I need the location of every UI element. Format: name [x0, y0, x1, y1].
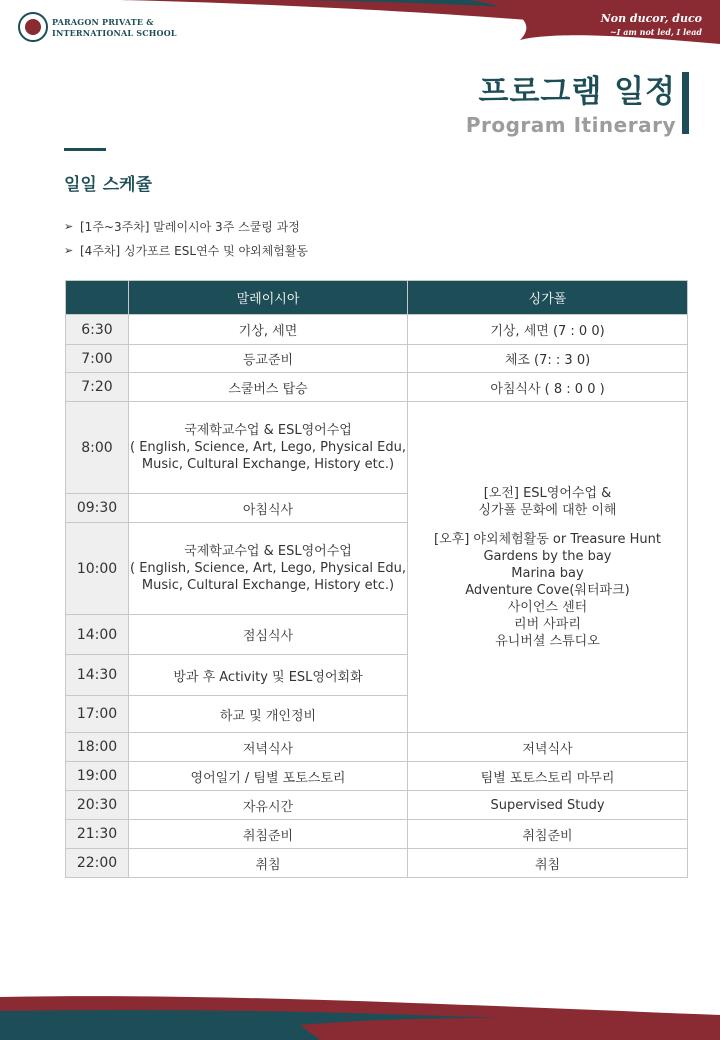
- class-subjects-line1: ( English, Science, Art, Lego, Physical Edu,: [129, 561, 406, 576]
- motto-text: Non ducor, duco: [600, 12, 702, 25]
- time-cell: 7:00: [66, 345, 129, 373]
- malaysia-cell: [129, 523, 408, 615]
- malaysia-cell: 취침준비: [129, 820, 408, 849]
- malaysia-cell: 하교 및 개인정비: [129, 696, 408, 733]
- table-row: [66, 315, 688, 345]
- table-row: [66, 345, 688, 373]
- singapore-cell: 취침: [408, 849, 688, 878]
- class-subjects-line2: Music, Cultural Exchange, History etc.): [141, 578, 395, 593]
- destination-item: Adventure Cove(워터파크): [465, 582, 630, 598]
- school-name: [52, 17, 177, 39]
- singapore-cell: 체조 (7: : 3 0): [408, 345, 688, 373]
- malaysia-cell: 등교준비: [129, 345, 408, 373]
- table-row: [66, 791, 688, 820]
- page-title-english: Program Itinerary: [465, 113, 676, 137]
- table-row: [66, 820, 688, 849]
- destination-item: 유니버셜 스튜디오: [495, 633, 600, 649]
- malaysia-cell: 저녁식사: [129, 733, 408, 762]
- header-malaysia: 말레이시아: [129, 281, 408, 315]
- table-row: [66, 402, 688, 494]
- afternoon-program: [오후] 야외체험활동 or Treasure Hunt: [434, 531, 661, 547]
- singapore-cell: 저녁식사: [408, 733, 688, 762]
- table-header-row: [66, 281, 688, 315]
- arrow-bullet-icon: ➢: [64, 220, 74, 233]
- singapore-cell: Supervised Study: [408, 791, 688, 820]
- school-name-line1: PARAGON PRIVATE &: [52, 17, 154, 27]
- time-cell: 6:30: [66, 315, 129, 345]
- malaysia-cell: 기상, 세면: [129, 315, 408, 345]
- singapore-program-block: [408, 402, 688, 733]
- title-accent-bar: [682, 72, 689, 134]
- malaysia-cell: 점심식사: [129, 615, 408, 655]
- time-cell: 21:30: [66, 820, 129, 849]
- time-cell: 14:00: [66, 615, 129, 655]
- bullet-text: [4주차] 싱가포르 ESL연수 및 야외체험활동: [80, 244, 309, 258]
- malaysia-cell: 아침식사: [129, 494, 408, 523]
- school-motto: [601, 12, 702, 38]
- class-title: 국제학교수업 & ESL영어수업: [184, 423, 352, 438]
- school-name-line2: INTERNATIONAL SCHOOL: [52, 28, 177, 38]
- time-cell: 17:00: [66, 696, 129, 733]
- table-row: [66, 373, 688, 402]
- malaysia-cell: 자유시간: [129, 791, 408, 820]
- section-divider: [64, 148, 106, 151]
- bullet-item: [64, 215, 308, 239]
- morning-program: [오전] ESL영어수업 &: [483, 485, 612, 501]
- footer-band: [0, 985, 720, 1040]
- morning-program-detail: 싱가폴 문화에 대한 이해: [478, 502, 617, 518]
- page-title-korean: 프로그램 일정: [478, 74, 676, 110]
- singapore-cell: 팀별 포토스토리 마무리: [408, 762, 688, 791]
- destination-item: Gardens by the bay: [483, 548, 612, 564]
- bullet-text: [1주~3주차] 말레이시아 3주 스쿨링 과정: [80, 220, 300, 234]
- singapore-cell: 아침식사 ( 8 : 0 0 ): [408, 373, 688, 402]
- section-title: 일일 스케쥴: [64, 175, 153, 195]
- time-cell: 8:00: [66, 402, 129, 494]
- school-logo: [18, 12, 48, 42]
- malaysia-cell: 취침: [129, 849, 408, 878]
- schedule-table: [65, 280, 688, 878]
- time-cell: 19:00: [66, 762, 129, 791]
- singapore-cell: 취침준비: [408, 820, 688, 849]
- destination-item: Marina bay: [511, 565, 584, 581]
- class-title: 국제학교수업 & ESL영어수업: [184, 544, 352, 559]
- malaysia-cell: 스쿨버스 탑승: [129, 373, 408, 402]
- bullet-list: [64, 215, 308, 263]
- class-subjects-line2: Music, Cultural Exchange, History etc.): [141, 457, 395, 472]
- time-cell: 20:30: [66, 791, 129, 820]
- time-cell: 09:30: [66, 494, 129, 523]
- malaysia-cell: [129, 402, 408, 494]
- destination-item: 사이언스 센터: [507, 599, 588, 615]
- bullet-item: [64, 239, 308, 263]
- time-cell: 10:00: [66, 523, 129, 615]
- table-row: [66, 849, 688, 878]
- time-cell: 7:20: [66, 373, 129, 402]
- time-cell: 14:30: [66, 655, 129, 696]
- table-row: [66, 733, 688, 762]
- malaysia-cell: 영어일기 / 팀별 포토스토리: [129, 762, 408, 791]
- motto-translation: ~I am not led, I lead: [609, 27, 702, 37]
- malaysia-cell: 방과 후 Activity 및 ESL영어회화: [129, 655, 408, 696]
- destination-item: 리버 사파리: [514, 616, 581, 632]
- class-subjects-line1: ( English, Science, Art, Lego, Physical Edu,: [129, 440, 406, 455]
- table-row: [66, 762, 688, 791]
- arrow-bullet-icon: ➢: [64, 244, 74, 257]
- header-singapore: 싱가폴: [408, 281, 688, 315]
- time-cell: 18:00: [66, 733, 129, 762]
- header-time: [66, 281, 129, 315]
- time-cell: 22:00: [66, 849, 129, 878]
- singapore-cell: 기상, 세면 (7 : 0 0): [408, 315, 688, 345]
